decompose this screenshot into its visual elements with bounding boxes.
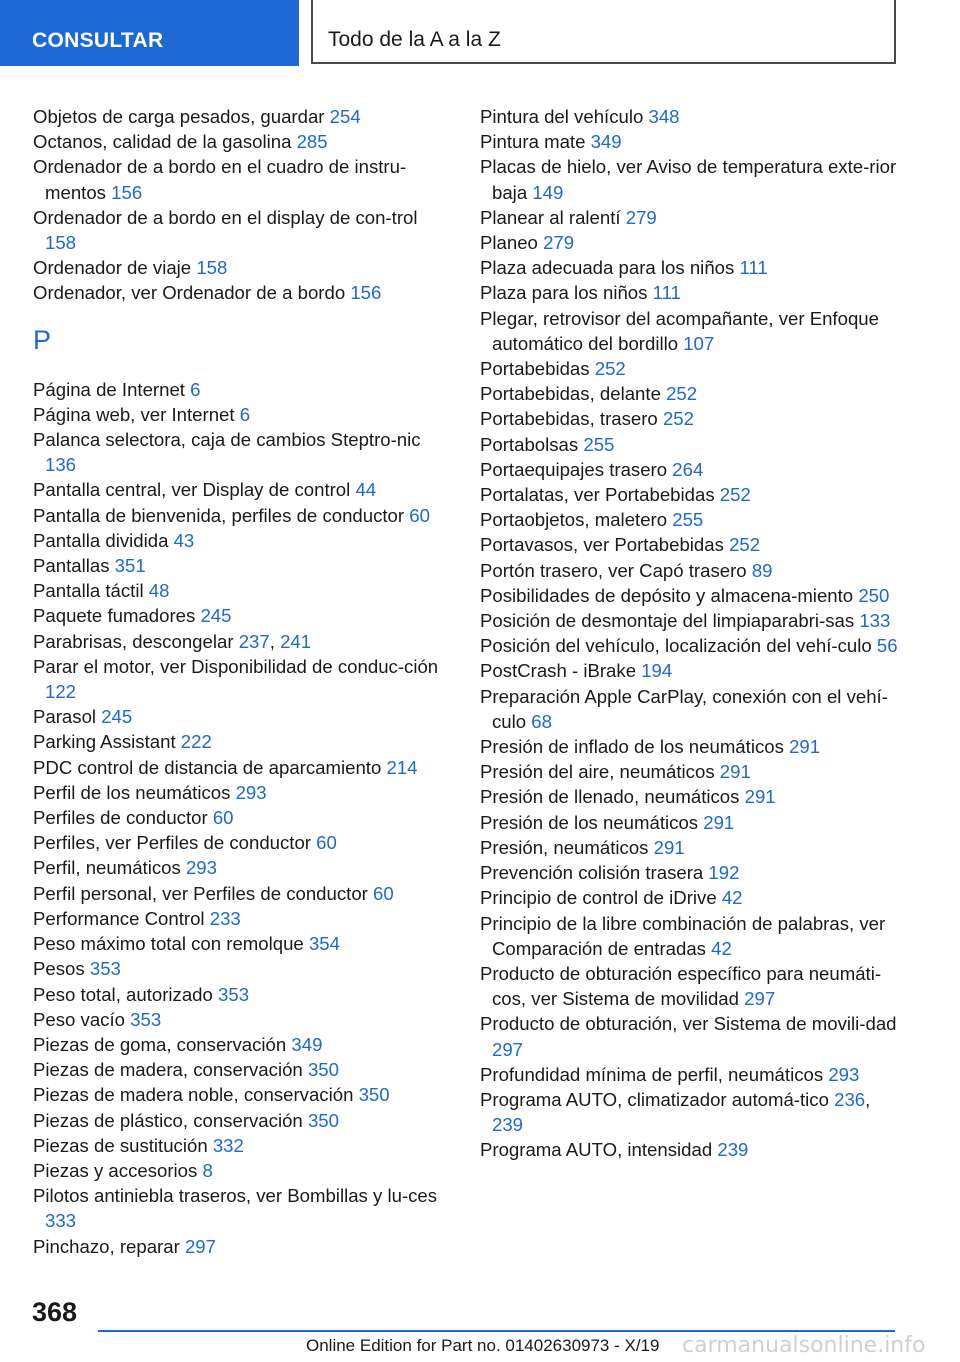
index-entry [480, 734, 900, 759]
index-page-link[interactable]: 250 [858, 584, 890, 606]
index-page-link[interactable]: 122 [45, 681, 77, 703]
index-page-link[interactable]: 68 [531, 710, 552, 732]
index-page-link[interactable]: 252 [662, 408, 694, 430]
index-entry-text: Presión de inflado de los neumáticos [480, 736, 784, 758]
index-page-link[interactable]: 42 [711, 937, 732, 959]
index-entry [33, 1234, 443, 1259]
index-entry-text: Palanca selectora, caja de cambios Steptro-nic [33, 429, 421, 451]
index-entry [33, 956, 443, 981]
index-entry [33, 1032, 443, 1057]
watermark: carmanualsonline.info [682, 1333, 926, 1358]
index-entry-text: Perfil personal, ver Perfiles de conductor [33, 882, 368, 904]
index-entry [480, 532, 900, 557]
index-entry [480, 885, 900, 910]
index-entry-text: Parabrisas, descongelar [33, 630, 234, 652]
index-entry-text: Parasol [33, 706, 97, 728]
index-entry [33, 881, 443, 906]
index-entry-text: Portabebidas [480, 358, 590, 380]
index-entry-text: Plaza para los niños [480, 282, 648, 304]
index-entry-text: Producto de obturación, ver Sistema de movili-dad [480, 1013, 897, 1035]
index-entry-text: Página web, ver Internet [33, 403, 235, 425]
section-tab[interactable]: CONSULTAR [0, 0, 299, 66]
index-entry [33, 503, 443, 528]
index-entry [480, 1137, 900, 1162]
index-page-link[interactable]: 332 [212, 1134, 244, 1156]
index-page-link[interactable]: 291 [653, 836, 685, 858]
index-page-link[interactable]: 233 [209, 907, 241, 929]
index-entry: Parabrisas, descongelar 237, 241 [33, 630, 312, 652]
page-header [0, 0, 960, 66]
index-page-link[interactable]: 252 [729, 534, 761, 556]
index-entry-text: Posibilidades de depósito y almacena-miento [480, 584, 854, 606]
index-entry-text: Profundidad mínima de perfil, neumáticos [480, 1063, 824, 1085]
index-page-link[interactable]: 350 [307, 1109, 339, 1131]
index-entry [33, 129, 443, 154]
index-entry [33, 729, 443, 754]
index-entry: Programa AUTO, climatizador automá-tico 236, 239 [480, 1088, 871, 1136]
index-page-link[interactable]: 279 [543, 232, 575, 254]
index-entry-text: Plaza adecuada para los niños [480, 257, 735, 279]
chapter-title: Todo de la A a la Z [311, 0, 896, 64]
footer-edition: Online Edition for Part no. 01402630973 - X/19 [306, 1336, 660, 1355]
index-entry-text: Pantalla táctil [33, 580, 144, 602]
index-entry [480, 280, 900, 305]
index-entry [480, 911, 900, 961]
index-entry [480, 457, 900, 482]
footer-divider [98, 1330, 895, 1332]
index-entry-text: Paquete fumadores [33, 605, 196, 627]
index-page-link[interactable]: 60 [373, 882, 394, 904]
index-entry-text: Portaequipajes trasero [480, 458, 668, 480]
index-entry-text: Portón trasero, ver Capó trasero [480, 559, 747, 581]
index-entry-text: Pantalla dividida [33, 529, 169, 551]
index-entry [33, 603, 443, 628]
index-entry [480, 1062, 900, 1087]
index-entry-text: Posición de desmontaje del limpiaparabri-sas [480, 610, 855, 632]
index-page-link[interactable]: 353 [218, 983, 250, 1005]
index-entry [480, 608, 900, 633]
index-entry-text: Producto de obturación específico para neumáti-cos, ver Sistema de movilidad [480, 962, 882, 1010]
index-entry-text: Presión, neumáticos [480, 836, 649, 858]
index-page-link[interactable]: 111 [739, 257, 768, 279]
index-entry [33, 578, 443, 603]
index-entry-text: Pintura mate [480, 131, 586, 153]
index-entry [33, 377, 443, 402]
index-entry-text: Piezas de plástico, conservación [33, 1109, 303, 1131]
index-entry [33, 906, 443, 931]
index-entry [33, 402, 443, 427]
index-entry-text: Portabebidas, delante [480, 383, 661, 405]
index-entry-text: Perfil de los neumáticos [33, 781, 231, 803]
index-entry-text: Presión del aire, neumáticos [480, 761, 715, 783]
index-entry-text: Pantallas [33, 555, 110, 577]
index-entry-text: Plegar, retrovisor del acompañante, ver Enfoque automático del bordillo [480, 307, 879, 354]
index-page-link[interactable]: 245 [200, 605, 232, 627]
index-entry-text: Portaobjetos, maletero [480, 509, 668, 531]
index-entry-text: Perfiles de conductor [33, 807, 208, 829]
index-entry-text: Portalatas, ver Portabebidas [480, 484, 715, 506]
index-entry [33, 477, 443, 502]
index-entry [33, 154, 443, 204]
index-entry [480, 961, 900, 1011]
index-entry-text: Pantalla central, ver Display de control [33, 479, 351, 501]
index-page-link[interactable]: 158 [196, 257, 228, 279]
index-entry [480, 759, 900, 784]
index-entry-text: Posición del vehículo, localización del vehí-culo [480, 635, 872, 657]
index-entry [33, 427, 443, 477]
index-entry-text: Programa AUTO, intensidad [480, 1139, 713, 1161]
index-page-link[interactable]: 107 [683, 332, 715, 354]
index-entry-text: Piezas y accesorios [33, 1159, 198, 1181]
index-entry-text: Placas de hielo, ver Aviso de temperatura exte-rior baja [480, 156, 897, 203]
index-entry [480, 835, 900, 860]
index-entry-text: Ordenador de viaje [33, 257, 192, 279]
index-page-link[interactable]: 241 [280, 630, 312, 652]
index-entry-text: Programa AUTO, climatizador automá-tico [480, 1088, 829, 1110]
index-page-link[interactable]: 252 [666, 383, 698, 405]
index-page-link[interactable]: 264 [672, 458, 704, 480]
index-page-link[interactable]: 214 [386, 756, 418, 778]
index-page-link[interactable]: 252 [719, 484, 751, 506]
index-page-link[interactable]: 348 [648, 106, 680, 127]
index-entry [480, 104, 900, 129]
index-page-link[interactable]: 133 [859, 610, 891, 632]
index-page-link[interactable]: 291 [703, 811, 735, 833]
index-entry [33, 1183, 443, 1233]
index-page-link[interactable]: 237 [238, 630, 270, 652]
index-entry [480, 255, 900, 280]
index-page-link[interactable]: 351 [114, 555, 146, 577]
index-page-link[interactable]: 239 [492, 1114, 524, 1136]
index-page-link[interactable]: 297 [744, 988, 776, 1010]
index-page-link[interactable]: 350 [307, 1059, 339, 1081]
index-page-link[interactable]: 149 [532, 181, 564, 203]
index-entry [480, 482, 900, 507]
index-page-link[interactable]: 239 [717, 1139, 749, 1161]
index-page-link[interactable]: 252 [594, 358, 626, 380]
index-entry [33, 1057, 443, 1082]
index-entry [33, 1108, 443, 1133]
index-page-link[interactable]: 279 [625, 206, 657, 228]
index-entry [480, 860, 900, 885]
index-page-link[interactable]: 291 [719, 761, 751, 783]
index-page-link[interactable]: 350 [358, 1084, 390, 1106]
index-entry [33, 982, 443, 1007]
index-entry-text: Portabebidas, trasero [480, 408, 658, 430]
index-entry-text: Principio de control de iDrive [480, 887, 717, 909]
index-page-link[interactable]: 349 [291, 1033, 323, 1055]
index-page-link[interactable]: 297 [492, 1038, 524, 1060]
index-entry-text: Preparación Apple CarPlay, conexión con el vehí-culo [480, 685, 888, 732]
index-page-link[interactable]: 353 [89, 958, 121, 980]
index-entry-text: Principio de la libre combinación de palabras, ver Comparación de entradas [480, 912, 886, 959]
index-page-link[interactable]: 194 [641, 660, 673, 682]
index-page-link[interactable]: 8 [202, 1159, 213, 1181]
index-page-link[interactable]: 353 [130, 1008, 162, 1030]
index-page-link[interactable]: 255 [583, 433, 615, 455]
index-entry-text: Planear al ralentí [480, 206, 621, 228]
index-entry-text: PostCrash - iBrake [480, 660, 637, 682]
index-entry-text: Pantalla de bienvenida, perfiles de conductor [33, 504, 405, 526]
index-entry [480, 306, 900, 356]
index-entry [33, 205, 443, 255]
index-entry-text: Perfiles, ver Perfiles de conductor [33, 832, 311, 854]
index-entry [480, 154, 900, 204]
index-entry [480, 658, 900, 683]
index-entry [480, 507, 900, 532]
index-entry-text: Piezas de goma, conservación [33, 1033, 287, 1055]
index-page-link[interactable]: 192 [708, 862, 740, 884]
index-column-right [480, 104, 900, 1163]
index-entry [33, 654, 443, 704]
index-entry-text: Presión de llenado, neumáticos [480, 786, 740, 808]
index-entry [480, 406, 900, 431]
index-page-link[interactable]: 245 [101, 706, 133, 728]
index-entry [33, 255, 443, 280]
index-entry [480, 432, 900, 457]
index-entry-text: Objetos de carga pesados, guardar [33, 106, 325, 127]
index-letter-heading: P [33, 324, 52, 355]
index-page-link[interactable]: 333 [45, 1210, 77, 1232]
index-entry [33, 528, 443, 553]
index-entry [33, 704, 443, 729]
index-entry-text: Presión de los neumáticos [480, 811, 699, 833]
index-entry [33, 1007, 443, 1032]
index-entry [33, 104, 443, 129]
index-entry [480, 784, 900, 809]
index-page-link[interactable]: 354 [308, 933, 340, 955]
index-entry [480, 205, 900, 230]
index-page-link[interactable]: 42 [721, 887, 743, 909]
index-entry-text: Portavasos, ver Portabebidas [480, 534, 724, 556]
index-entry [33, 855, 443, 880]
index-page-link[interactable]: 136 [45, 454, 77, 476]
index-page-link[interactable]: 236 [834, 1088, 866, 1110]
index-page-link[interactable]: 156 [350, 282, 382, 304]
index-page-link[interactable]: 291 [744, 786, 776, 808]
index-entry-text: Performance Control [33, 907, 205, 929]
index-page-link[interactable]: 254 [329, 106, 361, 127]
index-entry [33, 1133, 443, 1158]
index-page-link[interactable]: 293 [828, 1063, 860, 1085]
index-entry-text: Perfil, neumáticos [33, 857, 181, 879]
index-entry [33, 931, 443, 956]
index-page-link[interactable]: 6 [239, 403, 251, 425]
index-entry-text: Peso máximo total con remolque [33, 933, 304, 955]
index-entry [480, 129, 900, 154]
index-page-link[interactable]: 293 [235, 781, 267, 803]
index-column-left [33, 104, 443, 1259]
index-page-link[interactable]: 60 [316, 832, 337, 854]
index-page-link[interactable]: 255 [672, 509, 704, 531]
index-entry-text: Ordenador, ver Ordenador de a bordo [33, 282, 346, 304]
index-page-link[interactable]: 285 [296, 131, 328, 153]
index-entry-text: Pinchazo, reparar [33, 1235, 180, 1257]
index-entry-text: Ordenador de a bordo en el display de con-trol [33, 206, 418, 228]
index-page-link[interactable]: 349 [590, 131, 622, 153]
index-entry [33, 1082, 443, 1107]
index-page-link[interactable]: 60 [212, 807, 234, 829]
index-page-link[interactable]: 158 [45, 232, 77, 254]
index-page-link[interactable]: 111 [652, 282, 681, 304]
index-entry [33, 755, 443, 780]
index-entry [480, 1011, 900, 1061]
index-page-link[interactable]: 43 [173, 529, 195, 551]
index-entry-text: Planeo [480, 232, 538, 254]
index-page-link[interactable]: 6 [190, 378, 201, 400]
index-entry [480, 558, 900, 583]
index-entry [480, 810, 900, 835]
index-entry [33, 780, 443, 805]
index-page-link[interactable]: 60 [409, 504, 430, 526]
index-page-link[interactable]: 156 [111, 181, 143, 203]
index-page-link[interactable]: 56 [876, 635, 898, 657]
index-entry [480, 356, 900, 381]
index-entry [33, 805, 443, 830]
index-page-link[interactable]: 222 [180, 731, 212, 753]
index-entry [480, 684, 900, 734]
index-entry-text: Piezas de madera, conservación [33, 1059, 303, 1081]
index-entry-text: Peso vacío [33, 1008, 125, 1030]
index-entry-text: Peso total, autorizado [33, 983, 213, 1005]
index-entry [480, 381, 900, 406]
index-entry-text: Piezas de madera noble, conservación [33, 1084, 354, 1106]
index-page-link[interactable]: 89 [751, 559, 773, 581]
page-number: 368 [32, 1297, 78, 1327]
index-page-link[interactable]: 48 [148, 580, 170, 602]
index-entry-text: Prevención colisión trasera [480, 862, 704, 884]
index-entry-text: PDC control de distancia de aparcamiento [33, 756, 382, 778]
index-entry-text: Pilotos antiniebla traseros, ver Bombillas y lu-ces [33, 1185, 438, 1207]
index-entry-text: Portabolsas [480, 433, 579, 455]
index-entry-text: Pesos [33, 958, 85, 980]
index-entry [33, 553, 443, 578]
index-entry-text: Piezas de sustitución [33, 1134, 208, 1156]
index-entry [33, 280, 443, 305]
index-entry [480, 583, 900, 608]
index-page-link[interactable]: 44 [355, 479, 377, 501]
index-entry-text: Página de Internet [33, 378, 185, 400]
index-entry [480, 230, 900, 255]
index-page-link[interactable]: 291 [789, 736, 821, 758]
index-page-link[interactable]: 293 [185, 857, 217, 879]
index-entry [480, 633, 900, 658]
index-entry-text: Octanos, calidad de la gasolina [33, 131, 292, 153]
index-entry-text: Pintura del vehículo [480, 106, 644, 127]
index-entry-text: Ordenador de a bordo en el cuadro de instru-mentos [33, 156, 407, 203]
index-entry [33, 1158, 443, 1183]
index-page-link[interactable]: 297 [184, 1235, 216, 1257]
index-entry [33, 830, 443, 855]
index-entry-text: Parking Assistant [33, 731, 176, 753]
index-entry-text: Parar el motor, ver Disponibilidad de conduc-ción [33, 655, 439, 677]
